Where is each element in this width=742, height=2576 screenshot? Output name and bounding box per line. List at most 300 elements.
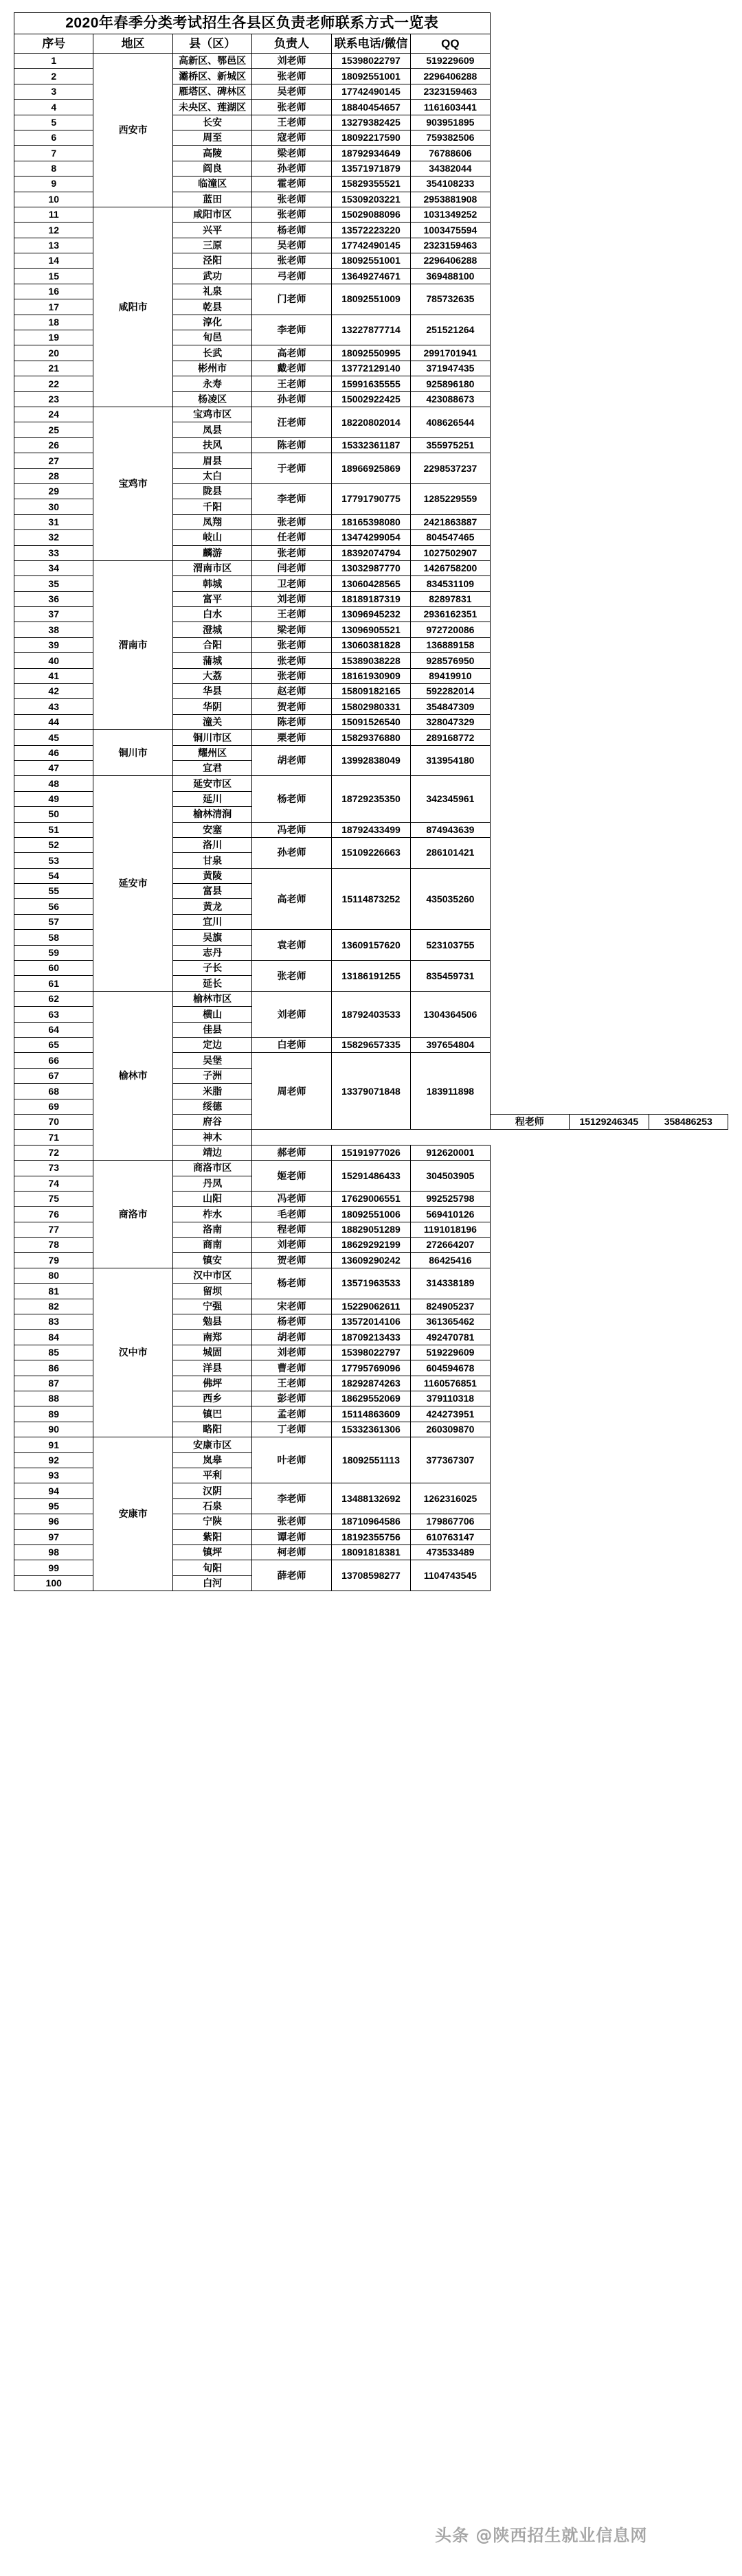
cell-qq: 251521264	[411, 315, 490, 345]
cell-county: 靖边	[172, 1145, 251, 1160]
watermark	[435, 2522, 647, 2546]
cell-seq: 42	[14, 684, 93, 699]
cell-county: 南郑	[172, 1330, 251, 1345]
cell-qq: 835459731	[411, 961, 490, 992]
cell-seq: 38	[14, 622, 93, 637]
cell-seq: 49	[14, 791, 93, 806]
cell-region: 榆林市	[93, 991, 172, 1160]
cell-county: 宜川	[172, 914, 251, 929]
cell-person: 王老师	[252, 376, 331, 391]
cell-seq: 98	[14, 1545, 93, 1560]
cell-phone: 13227877714	[331, 315, 410, 345]
cell-phone: 13474299054	[331, 530, 410, 545]
cell-person: 薛老师	[252, 1560, 331, 1591]
cell-qq: 1160576851	[411, 1376, 490, 1391]
cell-phone: 15398022797	[331, 1345, 410, 1360]
cell-phone: 17742490145	[331, 84, 410, 99]
cell-qq: 992525798	[411, 1191, 490, 1206]
cell-phone: 15829376880	[331, 730, 410, 745]
column-header-phone: 联系电话/微信	[331, 34, 410, 54]
cell-seq: 56	[14, 899, 93, 914]
cell-person: 张老师	[252, 961, 331, 992]
cell-qq: 604594678	[411, 1360, 490, 1376]
cell-seq: 9	[14, 176, 93, 192]
cell-region: 宝鸡市	[93, 407, 172, 560]
cell-seq: 43	[14, 699, 93, 714]
cell-seq: 33	[14, 545, 93, 560]
cell-qq: 179867706	[411, 1514, 490, 1529]
cell-phone: 15291486433	[331, 1161, 410, 1192]
cell-seq: 27	[14, 453, 93, 468]
cell-qq: 371947435	[411, 361, 490, 376]
cell-person: 赵老师	[252, 684, 331, 699]
cell-seq: 69	[14, 1099, 93, 1114]
cell-qq: 2421863887	[411, 514, 490, 529]
cell-person: 张老师	[252, 545, 331, 560]
cell-qq: 523103755	[411, 930, 490, 961]
column-header-seq: 序号	[14, 34, 93, 54]
cell-county: 华县	[172, 684, 251, 699]
table-row	[14, 1437, 728, 1452]
cell-qq: 369488100	[411, 269, 490, 284]
cell-qq: 519229609	[411, 54, 490, 69]
cell-qq: 397654804	[411, 1038, 490, 1053]
cell-person: 闫老师	[252, 560, 331, 575]
cell-seq: 19	[14, 330, 93, 345]
cell-person: 刘老师	[252, 1238, 331, 1253]
cell-person: 袁老师	[252, 930, 331, 961]
cell-qq: 342345961	[411, 776, 490, 822]
cell-seq: 18	[14, 315, 93, 330]
cell-person: 寇老师	[252, 130, 331, 145]
cell-seq: 97	[14, 1529, 93, 1545]
cell-qq: 328047329	[411, 714, 490, 729]
cell-qq: 2298537237	[411, 453, 490, 484]
cell-region: 汉中市	[93, 1268, 172, 1437]
cell-county: 黄龙	[172, 899, 251, 914]
cell-person: 程老师	[252, 1222, 331, 1237]
cell-county: 汉阴	[172, 1483, 251, 1498]
cell-person: 王老师	[252, 1376, 331, 1391]
cell-county: 宁强	[172, 1299, 251, 1314]
cell-region: 安康市	[93, 1437, 172, 1591]
cell-seq: 90	[14, 1422, 93, 1437]
cell-phone: 18189187319	[331, 591, 410, 606]
cell-county: 灞桥区、新城区	[172, 69, 251, 84]
cell-county: 白河	[172, 1575, 251, 1591]
cell-seq: 8	[14, 161, 93, 176]
table-row	[14, 560, 728, 575]
cell-person: 陈老师	[252, 714, 331, 729]
cell-person: 吴老师	[252, 238, 331, 253]
table-row	[14, 776, 728, 791]
cell-qq: 2953881908	[411, 192, 490, 207]
cell-person: 王老师	[252, 607, 331, 622]
cell-region: 商洛市	[93, 1161, 172, 1268]
cell-seq: 31	[14, 514, 93, 529]
cell-seq: 22	[14, 376, 93, 391]
cell-phone: 18292874263	[331, 1376, 410, 1391]
cell-person: 杨老师	[252, 776, 331, 822]
cell-qq: 1285229559	[411, 483, 490, 514]
cell-qq: 1003475594	[411, 223, 490, 238]
cell-qq: 272664207	[411, 1238, 490, 1253]
cell-qq: 759382506	[411, 130, 490, 145]
cell-seq: 100	[14, 1575, 93, 1591]
cell-county: 长武	[172, 345, 251, 361]
cell-person: 刘老师	[252, 54, 331, 69]
cell-qq: 824905237	[411, 1299, 490, 1314]
cell-county: 彬州市	[172, 361, 251, 376]
cell-seq: 80	[14, 1268, 93, 1283]
cell-county: 陇县	[172, 483, 251, 499]
cell-phone: 13649274671	[331, 269, 410, 284]
cell-county: 岚皋	[172, 1452, 251, 1468]
cell-phone: 13488132692	[331, 1483, 410, 1514]
cell-person: 彭老师	[252, 1391, 331, 1406]
cell-seq: 65	[14, 1038, 93, 1053]
cell-county: 延长	[172, 976, 251, 991]
cell-phone: 18165398080	[331, 514, 410, 529]
cell-qq: 1161603441	[411, 100, 490, 115]
cell-person: 胡老师	[252, 1330, 331, 1345]
cell-seq: 46	[14, 745, 93, 760]
cell-person: 贺老师	[252, 1253, 331, 1268]
cell-qq: 289168772	[411, 730, 490, 745]
cell-county: 宁陕	[172, 1514, 251, 1529]
cell-county: 安塞	[172, 822, 251, 837]
table-row	[14, 1161, 728, 1176]
cell-person: 于老师	[252, 453, 331, 484]
table-title-row	[14, 13, 728, 34]
cell-person: 栗老师	[252, 730, 331, 745]
cell-seq: 70	[14, 1114, 93, 1129]
cell-person: 孙老师	[252, 837, 331, 868]
cell-county: 兴平	[172, 223, 251, 238]
cell-county: 韩城	[172, 576, 251, 591]
cell-county: 麟游	[172, 545, 251, 560]
cell-qq: 903951895	[411, 115, 490, 130]
cell-qq: 377367307	[411, 1437, 490, 1483]
cell-seq: 87	[14, 1376, 93, 1391]
cell-person: 刘老师	[252, 991, 331, 1037]
cell-person: 汪老师	[252, 407, 331, 437]
cell-region: 渭南市	[93, 560, 172, 729]
cell-seq: 68	[14, 1084, 93, 1099]
cell-county: 勉县	[172, 1314, 251, 1330]
cell-phone: 18161930909	[331, 668, 410, 683]
cell-seq: 52	[14, 837, 93, 852]
cell-county: 子洲	[172, 1068, 251, 1083]
cell-qq: 314338189	[411, 1268, 490, 1299]
cell-seq: 71	[14, 1130, 93, 1145]
cell-qq: 1304364506	[411, 991, 490, 1037]
cell-phone: 18792934649	[331, 146, 410, 161]
cell-county: 石泉	[172, 1498, 251, 1514]
cell-phone: 18220802014	[331, 407, 410, 437]
cell-qq: 379110318	[411, 1391, 490, 1406]
cell-phone: 17791790775	[331, 483, 410, 514]
cell-phone: 13772129140	[331, 361, 410, 376]
contact-table	[14, 12, 728, 1591]
column-header-region: 地区	[93, 34, 172, 54]
cell-qq: 1027502907	[411, 545, 490, 560]
cell-phone: 18840454657	[331, 100, 410, 115]
cell-county: 渭南市区	[172, 560, 251, 575]
cell-seq: 34	[14, 560, 93, 575]
cell-county: 子长	[172, 961, 251, 976]
cell-county: 丹凤	[172, 1176, 251, 1191]
cell-seq: 73	[14, 1161, 93, 1176]
cell-seq: 17	[14, 299, 93, 315]
cell-person: 张老师	[252, 1514, 331, 1529]
cell-seq: 75	[14, 1191, 93, 1206]
cell-county: 宜君	[172, 760, 251, 775]
cell-phone: 13572014106	[331, 1314, 410, 1330]
cell-phone: 15829657335	[331, 1038, 410, 1053]
cell-seq: 48	[14, 776, 93, 791]
cell-county: 洋县	[172, 1360, 251, 1376]
cell-phone: 13096905521	[331, 622, 410, 637]
cell-seq: 23	[14, 391, 93, 407]
cell-seq: 86	[14, 1360, 93, 1376]
cell-seq: 44	[14, 714, 93, 729]
cell-person: 张老师	[252, 253, 331, 269]
cell-qq: 1104743545	[411, 1560, 490, 1591]
cell-phone: 18091818381	[331, 1545, 410, 1560]
cell-seq: 1	[14, 54, 93, 69]
column-header-qq: QQ	[411, 34, 490, 54]
cell-person: 吴老师	[252, 84, 331, 99]
cell-phone: 13571971879	[331, 161, 410, 176]
cell-phone: 18792433499	[331, 822, 410, 837]
cell-county: 商南	[172, 1238, 251, 1253]
cell-region: 西安市	[93, 54, 172, 207]
cell-person: 门老师	[252, 284, 331, 315]
cell-county: 旬阳	[172, 1560, 251, 1575]
cell-qq: 424273951	[411, 1406, 490, 1422]
cell-seq: 15	[14, 269, 93, 284]
cell-person: 任老师	[252, 530, 331, 545]
cell-qq: 804547465	[411, 530, 490, 545]
cell-phone: 13572223220	[331, 223, 410, 238]
cell-phone: 18710964586	[331, 1514, 410, 1529]
cell-qq: 435035260	[411, 868, 490, 930]
cell-county: 三原	[172, 238, 251, 253]
cell-county: 定边	[172, 1038, 251, 1053]
cell-county: 乾县	[172, 299, 251, 315]
cell-phone: 18629552069	[331, 1391, 410, 1406]
cell-qq: 2296406288	[411, 69, 490, 84]
table-row	[14, 991, 728, 1006]
cell-county: 镇安	[172, 1253, 251, 1268]
cell-qq: 313954180	[411, 745, 490, 776]
cell-qq: 361365462	[411, 1314, 490, 1330]
cell-qq: 928576950	[411, 653, 490, 668]
cell-phone: 15091526540	[331, 714, 410, 729]
cell-county: 高陵	[172, 146, 251, 161]
cell-phone: 15002922425	[331, 391, 410, 407]
cell-phone: 15109226663	[331, 837, 410, 868]
cell-qq: 354847309	[411, 699, 490, 714]
cell-phone: 15191977026	[331, 1145, 410, 1160]
table-body	[14, 13, 728, 1591]
cell-seq: 55	[14, 884, 93, 899]
cell-county: 杨凌区	[172, 391, 251, 407]
cell-county: 眉县	[172, 453, 251, 468]
cell-person: 高老师	[252, 868, 331, 930]
cell-seq: 95	[14, 1498, 93, 1514]
cell-person: 孙老师	[252, 391, 331, 407]
cell-seq: 74	[14, 1176, 93, 1191]
cell-county: 阎良	[172, 161, 251, 176]
cell-phone: 13609290242	[331, 1253, 410, 1268]
cell-county: 城固	[172, 1345, 251, 1360]
cell-seq: 29	[14, 483, 93, 499]
cell-qq: 183911898	[411, 1053, 490, 1130]
cell-county: 富县	[172, 884, 251, 899]
cell-phone: 17629006551	[331, 1191, 410, 1206]
cell-person: 周老师	[252, 1053, 331, 1130]
cell-county: 洛川	[172, 837, 251, 852]
cell-qq: 1426758200	[411, 560, 490, 575]
cell-phone: 13609157620	[331, 930, 410, 961]
cell-qq: 408626544	[411, 407, 490, 437]
cell-phone: 18629292199	[331, 1238, 410, 1253]
cell-county: 宝鸡市区	[172, 407, 251, 422]
cell-county: 雁塔区、碑林区	[172, 84, 251, 99]
cell-seq: 57	[14, 914, 93, 929]
cell-phone: 18392074794	[331, 545, 410, 560]
cell-qq: 286101421	[411, 837, 490, 868]
cell-phone: 18966925869	[331, 453, 410, 484]
cell-county: 礼泉	[172, 284, 251, 299]
cell-seq: 41	[14, 668, 93, 683]
cell-person: 程老师	[490, 1114, 569, 1129]
cell-county: 佛坪	[172, 1376, 251, 1391]
cell-county: 府谷	[172, 1114, 251, 1129]
cell-qq: 473533489	[411, 1545, 490, 1560]
cell-person: 张老师	[252, 653, 331, 668]
cell-county: 蒲城	[172, 653, 251, 668]
table-row	[14, 407, 728, 422]
cell-qq: 304503905	[411, 1161, 490, 1192]
cell-phone: 15332361306	[331, 1422, 410, 1437]
cell-phone: 18092217590	[331, 130, 410, 145]
cell-phone: 15991635555	[331, 376, 410, 391]
cell-seq: 78	[14, 1238, 93, 1253]
cell-person: 杨老师	[252, 1314, 331, 1330]
cell-seq: 30	[14, 499, 93, 514]
cell-phone: 18092551009	[331, 284, 410, 315]
cell-seq: 36	[14, 591, 93, 606]
cell-county: 华阴	[172, 699, 251, 714]
cell-person: 贺老师	[252, 699, 331, 714]
cell-county: 洛南	[172, 1222, 251, 1237]
cell-qq: 260309870	[411, 1422, 490, 1437]
cell-seq: 67	[14, 1068, 93, 1083]
cell-seq: 6	[14, 130, 93, 145]
cell-seq: 84	[14, 1330, 93, 1345]
cell-seq: 11	[14, 207, 93, 222]
cell-qq: 2991701941	[411, 345, 490, 361]
cell-qq: 972720086	[411, 622, 490, 637]
cell-county: 潼关	[172, 714, 251, 729]
cell-county: 长安	[172, 115, 251, 130]
cell-county: 未央区、莲湖区	[172, 100, 251, 115]
table-row	[14, 54, 728, 69]
cell-seq: 5	[14, 115, 93, 130]
cell-seq: 88	[14, 1391, 93, 1406]
cell-person: 戴老师	[252, 361, 331, 376]
cell-phone: 15829355521	[331, 176, 410, 192]
cell-phone: 13060381828	[331, 637, 410, 652]
cell-county: 商洛市区	[172, 1161, 251, 1176]
cell-county: 武功	[172, 269, 251, 284]
cell-county: 神木	[172, 1130, 251, 1145]
cell-county: 平利	[172, 1468, 251, 1483]
cell-person: 张老师	[252, 514, 331, 529]
cell-qq: 34382044	[411, 161, 490, 176]
cell-county: 甘泉	[172, 853, 251, 868]
cell-qq: 76788606	[411, 146, 490, 161]
cell-region: 铜川市	[93, 730, 172, 776]
cell-seq: 85	[14, 1345, 93, 1360]
cell-phone: 13708598277	[331, 1560, 410, 1591]
cell-phone: 15309203221	[331, 192, 410, 207]
cell-county: 周至	[172, 130, 251, 145]
cell-county: 佳县	[172, 1022, 251, 1037]
cell-county: 扶风	[172, 437, 251, 453]
cell-seq: 20	[14, 345, 93, 361]
cell-person: 陈老师	[252, 437, 331, 453]
cell-county: 岐山	[172, 530, 251, 545]
cell-seq: 14	[14, 253, 93, 269]
cell-region: 咸阳市	[93, 207, 172, 407]
cell-seq: 3	[14, 84, 93, 99]
cell-phone: 13279382425	[331, 115, 410, 130]
cell-seq: 63	[14, 1007, 93, 1022]
cell-qq: 1191018196	[411, 1222, 490, 1237]
cell-county: 临潼区	[172, 176, 251, 192]
cell-phone: 15114873252	[331, 868, 410, 930]
table-row	[14, 730, 728, 745]
cell-person: 卫老师	[252, 576, 331, 591]
cell-county: 高新区、鄂邑区	[172, 54, 251, 69]
cell-seq: 37	[14, 607, 93, 622]
cell-seq: 62	[14, 991, 93, 1006]
cell-seq: 58	[14, 930, 93, 945]
cell-person: 梁老师	[252, 146, 331, 161]
cell-county: 米脂	[172, 1084, 251, 1099]
cell-seq: 26	[14, 437, 93, 453]
cell-phone: 15029088096	[331, 207, 410, 222]
cell-seq: 10	[14, 192, 93, 207]
cell-person: 梁老师	[252, 622, 331, 637]
cell-person: 柯老师	[252, 1545, 331, 1560]
cell-seq: 77	[14, 1222, 93, 1237]
cell-county: 山阳	[172, 1191, 251, 1206]
cell-county: 延川	[172, 791, 251, 806]
column-header-county: 县（区）	[172, 34, 251, 54]
cell-county: 铜川市区	[172, 730, 251, 745]
cell-qq: 86425416	[411, 1253, 490, 1268]
cell-phone: 13992838049	[331, 745, 410, 776]
cell-phone: 18729235350	[331, 776, 410, 822]
cell-qq: 2323159463	[411, 84, 490, 99]
cell-person: 张老师	[252, 100, 331, 115]
cell-county: 咸阳市区	[172, 207, 251, 222]
